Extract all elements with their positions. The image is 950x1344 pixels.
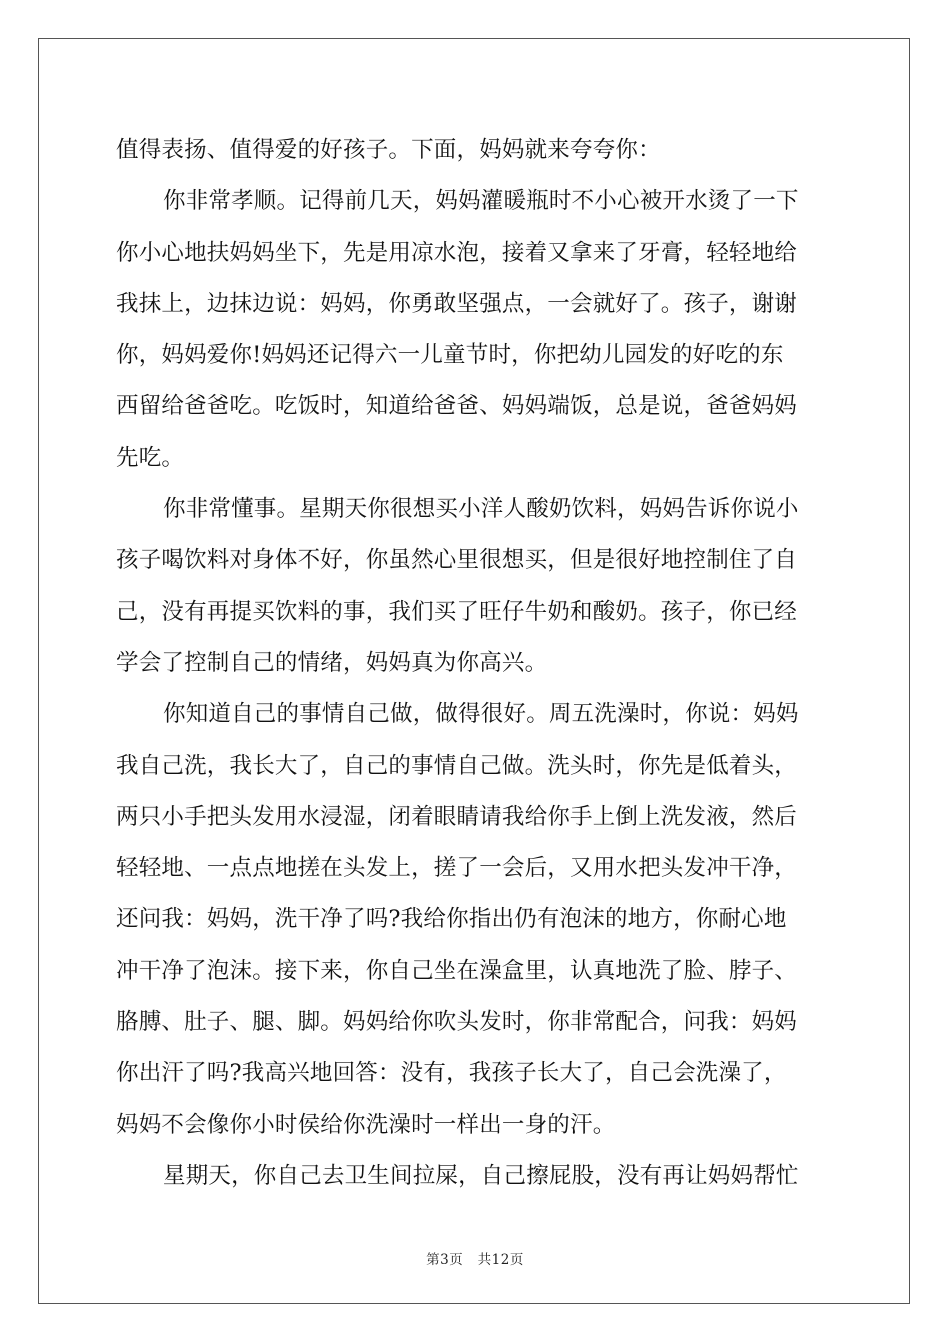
text-line: 己，没有再提买饮料的事，我们买了旺仔牛奶和酸奶。孩子，你已经 <box>116 598 798 625</box>
text-line: 你，妈妈爱你!妈妈还记得六一儿童节时，你把幼儿园发的好吃的东 <box>116 342 784 369</box>
text-line: 胳膊、肚子、腿、脚。妈妈给你吹头发时，你非常配合，问我：妈妈 <box>116 1009 798 1036</box>
text-line: 你小心地扶妈妈坐下，先是用凉水泡，接着又拿来了牙膏，轻轻地给 <box>116 239 798 266</box>
text-line: 轻轻地、一点点地搓在头发上，搓了一会后，又用水把头发冲干净， <box>116 855 798 882</box>
text-line: 你知道自己的事情自己做，做得很好。周五洗澡时，你说：妈妈 <box>163 701 799 728</box>
text-line: 孩子喝饮料对身体不好，你虽然心里很想买，但是很好地控制住了自 <box>116 547 798 574</box>
text-line: 西留给爸爸吃。吃饭时，知道给爸爸、妈妈端饭，总是说，爸爸妈妈 <box>116 393 798 420</box>
text-line: 我自己洗，我长大了，自己的事情自己做。洗头时，你先是低着头， <box>116 752 798 779</box>
text-line: 你出汗了吗?我高兴地回答：没有，我孩子长大了，自己会洗澡了， <box>116 1060 787 1087</box>
document-body <box>116 125 836 1202</box>
text-line: 还问我：妈妈，洗干净了吗?我给你指出仍有泡沫的地方，你耐心地 <box>116 906 787 933</box>
text-line: 值得表扬、值得爱的好孩子。下面，妈妈就来夸夸你： <box>116 137 661 163</box>
text-line: 我抹上，边抹边说：妈妈，你勇敢坚强点，一会就好了。孩子，谢谢 <box>116 290 798 317</box>
text-line: 妈妈不会像你小时侯给你洗澡时一样出一身的汗。 <box>116 1111 616 1138</box>
text-line: 先吃。 <box>116 444 185 471</box>
page-total: 共12页 <box>477 1252 524 1268</box>
text-line: 你非常懂事。星期天你很想买小洋人酸奶饮料，妈妈告诉你说小 <box>163 496 799 523</box>
footer-spacer <box>463 1252 477 1268</box>
text-line: 冲干净了泡沫。接下来，你自己坐在澡盒里，认真地洗了脸、脖子、 <box>116 957 798 984</box>
page-footer <box>0 1248 950 1268</box>
page-number: 第3页 <box>426 1252 464 1268</box>
text-line: 学会了控制自己的情绪，妈妈真为你高兴。 <box>116 649 548 676</box>
text-line: 两只小手把头发用水浸湿，闭着眼睛请我给你手上倒上洗发液，然后 <box>116 803 798 830</box>
text-line: 星期天，你自己去卫生间拉屎，自己擦屁股，没有再让妈妈帮忙 <box>163 1162 799 1189</box>
text-line: 你非常孝顺。记得前几天，妈妈灌暖瓶时不小心被开水烫了一下 <box>163 188 799 215</box>
